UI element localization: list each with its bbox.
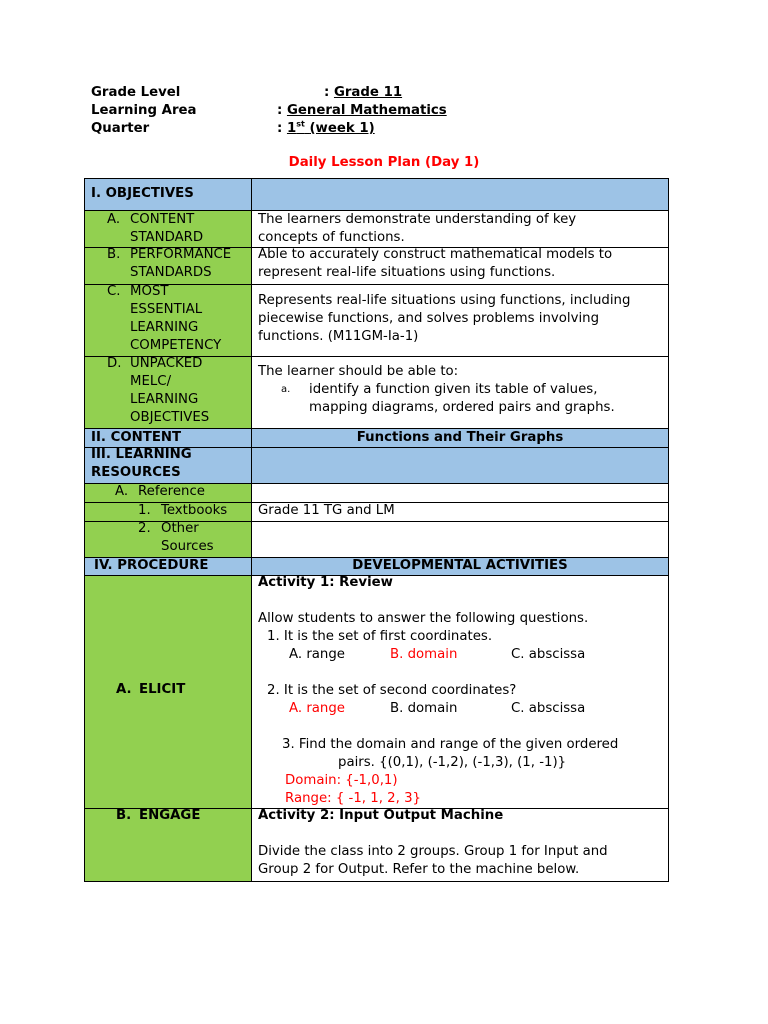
learning-area-value: : General Mathematics (277, 103, 447, 118)
table-row: II. CONTENT Functions and Their Graphs (85, 429, 668, 448)
table-row: D. UNPACKED MELC/ LEARNING OBJECTIVES The learner should be able to: a. identify a function given its table of values, mapping diagrams, ordered pairs and graphs. (85, 357, 668, 429)
table-row (85, 179, 668, 211)
table-row: B. ENGAGE Activity 2: Input Output Machine Divide the class into 2 groups. Group 1 for Input and Group 2 for Output. Refer to the machine below. (85, 809, 668, 881)
table-row: A. CONTENT STANDARD The learners demonstrate understanding of key concepts of functions. (85, 211, 668, 248)
table-row: 2. Other Sources (85, 522, 668, 558)
page-title: Daily Lesson Plan (Day 1) (288, 155, 480, 170)
table-row: A. Reference (85, 484, 668, 503)
lesson-plan-table (84, 178, 669, 882)
table-row: B. PERFORMANCE STANDARDS Able to accurately construct mathematical models to represent real-life situations using functions. (85, 248, 668, 285)
quarter-label: Quarter (91, 121, 150, 136)
objectives-heading: I. OBJECTIVES (91, 186, 194, 201)
table-row: A. ELICIT Activity 1: Review Allow students to answer the following questions. 1. It is the set of first coordinates. A. range B. domain C. abscissa 2. It is the set of second coordinates? A. range B. domain C. abscissa 3. Find the domain and range of the given ordered pairs. {(0,1), (-1,2), (-1,3), (1, -1)} Domain: {-1,0,1) Range: { -1, 1, 2, 3} (85, 576, 668, 809)
table-row: IV. PROCEDURE DEVELOPMENTAL ACTIVITIES (85, 558, 668, 576)
header-block (91, 84, 511, 140)
table-row: III. LEARNING RESOURCES (85, 448, 668, 484)
table-row: C. MOST ESSENTIAL LEARNING COMPETENCY Represents real-life situations using functions, including piecewise functions, and solves problems involving functions. (M11GM-Ia-1) (85, 285, 668, 357)
grade-level-value: : Grade 11 (324, 85, 403, 100)
grade-level-label: Grade Level (91, 85, 181, 100)
table-row: 1. Textbooks Grade 11 TG and LM (85, 503, 668, 522)
learning-area-label: Learning Area (91, 103, 197, 118)
quarter-value: : 1st (week 1) (277, 119, 375, 136)
